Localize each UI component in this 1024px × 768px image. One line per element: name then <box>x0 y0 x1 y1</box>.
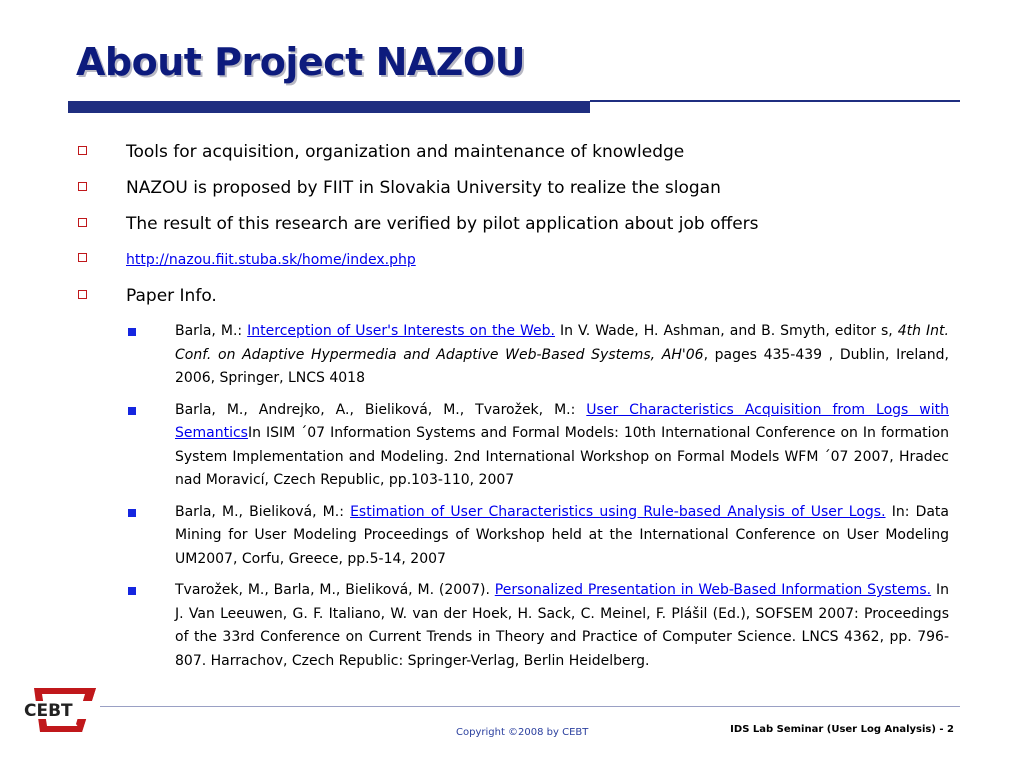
slide-footer-info: IDS Lab Seminar (User Log Analysis) - 2 <box>730 724 954 735</box>
bullet-item <box>76 140 956 164</box>
slide-title: About Project NAZOU <box>76 40 526 84</box>
paper-details: In: Data Mining for User Modeling Proceedings of Workshop held at the International Conference on User Modeling UM2007, Corfu, Greece, pp.5-14, 2007 <box>175 503 950 567</box>
paper-link[interactable]: Interception of User's Interests on the Web. <box>247 323 555 339</box>
paper-reference <box>175 579 949 673</box>
filled-square-bullet-icon <box>128 509 136 517</box>
filled-square-bullet-icon <box>128 328 136 336</box>
slide-content <box>76 140 956 681</box>
paper-reference <box>175 320 949 391</box>
paper-authors: Barla, M.: <box>175 323 248 339</box>
paper-authors: Barla, M., Andrejko, A., Bieliková, M., Tvarožek, M.: <box>175 401 587 418</box>
bullet-text: Tools for acquisition, organization and maintenance of knowledge <box>126 142 685 162</box>
logo-text: CEBT <box>24 701 73 721</box>
bullet-item <box>76 284 956 308</box>
paper-venue: 4th Int. Conf. on Adaptive Hypermedia and Adaptive Web-Based Systems, AH'06 <box>175 323 949 363</box>
paper-info-heading: Paper Info. <box>126 286 217 306</box>
paper-link[interactable]: Estimation of User Characteristics using Rule-based Analysis of User Logs. <box>350 503 886 520</box>
hollow-square-bullet-icon <box>78 290 87 299</box>
cebt-logo-icon <box>22 684 102 736</box>
hollow-square-bullet-icon <box>78 146 87 155</box>
hollow-square-bullet-icon <box>78 218 87 227</box>
title-underline-bar <box>68 101 590 113</box>
filled-square-bullet-icon <box>128 407 136 415</box>
bullet-item <box>76 176 956 200</box>
filled-square-bullet-icon <box>128 587 136 595</box>
bullet-item-link <box>76 248 956 272</box>
paper-details: In J. Van Leeuwen, G. F. Italiano, W. van der Hoek, H. Sack, C. Meinel, F. Plášil (Ed.), SOFSEM 2007: Proceedings of the 33rd Conference on Current Trends in Theory and Practice of Computer Science. LNCS 4362, pp. 796-807. Harrachov, Czech Republic: Springer-Verlag, Berlin Heidelberg. <box>175 582 949 669</box>
paper-authors: Barla, M., Bieliková, M.: <box>175 503 351 520</box>
bullet-item <box>76 212 956 236</box>
paper-reference <box>175 399 949 493</box>
paper-details: In V. Wade, H. Ashman, and B. Smyth, editor s, <box>554 323 898 339</box>
copyright-text: Copyright ©2008 by CEBT <box>456 727 589 738</box>
cebt-logo <box>22 684 102 740</box>
nazou-homepage-link[interactable]: http://nazou.fiit.stuba.sk/home/index.php <box>126 252 416 268</box>
paper-reference <box>175 501 949 572</box>
hollow-square-bullet-icon <box>78 253 87 262</box>
bullet-text: The result of this research are verified by pilot application about job offers <box>126 214 759 234</box>
title-underline-line <box>590 100 960 102</box>
paper-authors: Tvarožek, M., Barla, M., Bieliková, M. (2007). <box>175 582 495 598</box>
footer-divider <box>100 706 960 707</box>
paper-link[interactable]: User Characteristics Acquisition from Logs with Semantics <box>175 401 949 441</box>
paper-details: In ISIM ´07 Information Systems and Formal Models: 10th International Conference on In formation System Implementation and Modeling. 2nd International Workshop on Formal Models WFM ´07 2007, Hradec nad Moravicí, Czech Republic, pp.103-110, 2007 <box>175 425 949 488</box>
paper-details: , pages 435-439 , Dublin, Ireland, 2006, Springer, LNCS 4018 <box>175 346 950 386</box>
paper-link[interactable]: Personalized Presentation in Web-Based Information Systems. <box>494 582 932 598</box>
hollow-square-bullet-icon <box>78 182 87 191</box>
bullet-text: NAZOU is proposed by FIIT in Slovakia University to realize the slogan <box>126 178 721 198</box>
